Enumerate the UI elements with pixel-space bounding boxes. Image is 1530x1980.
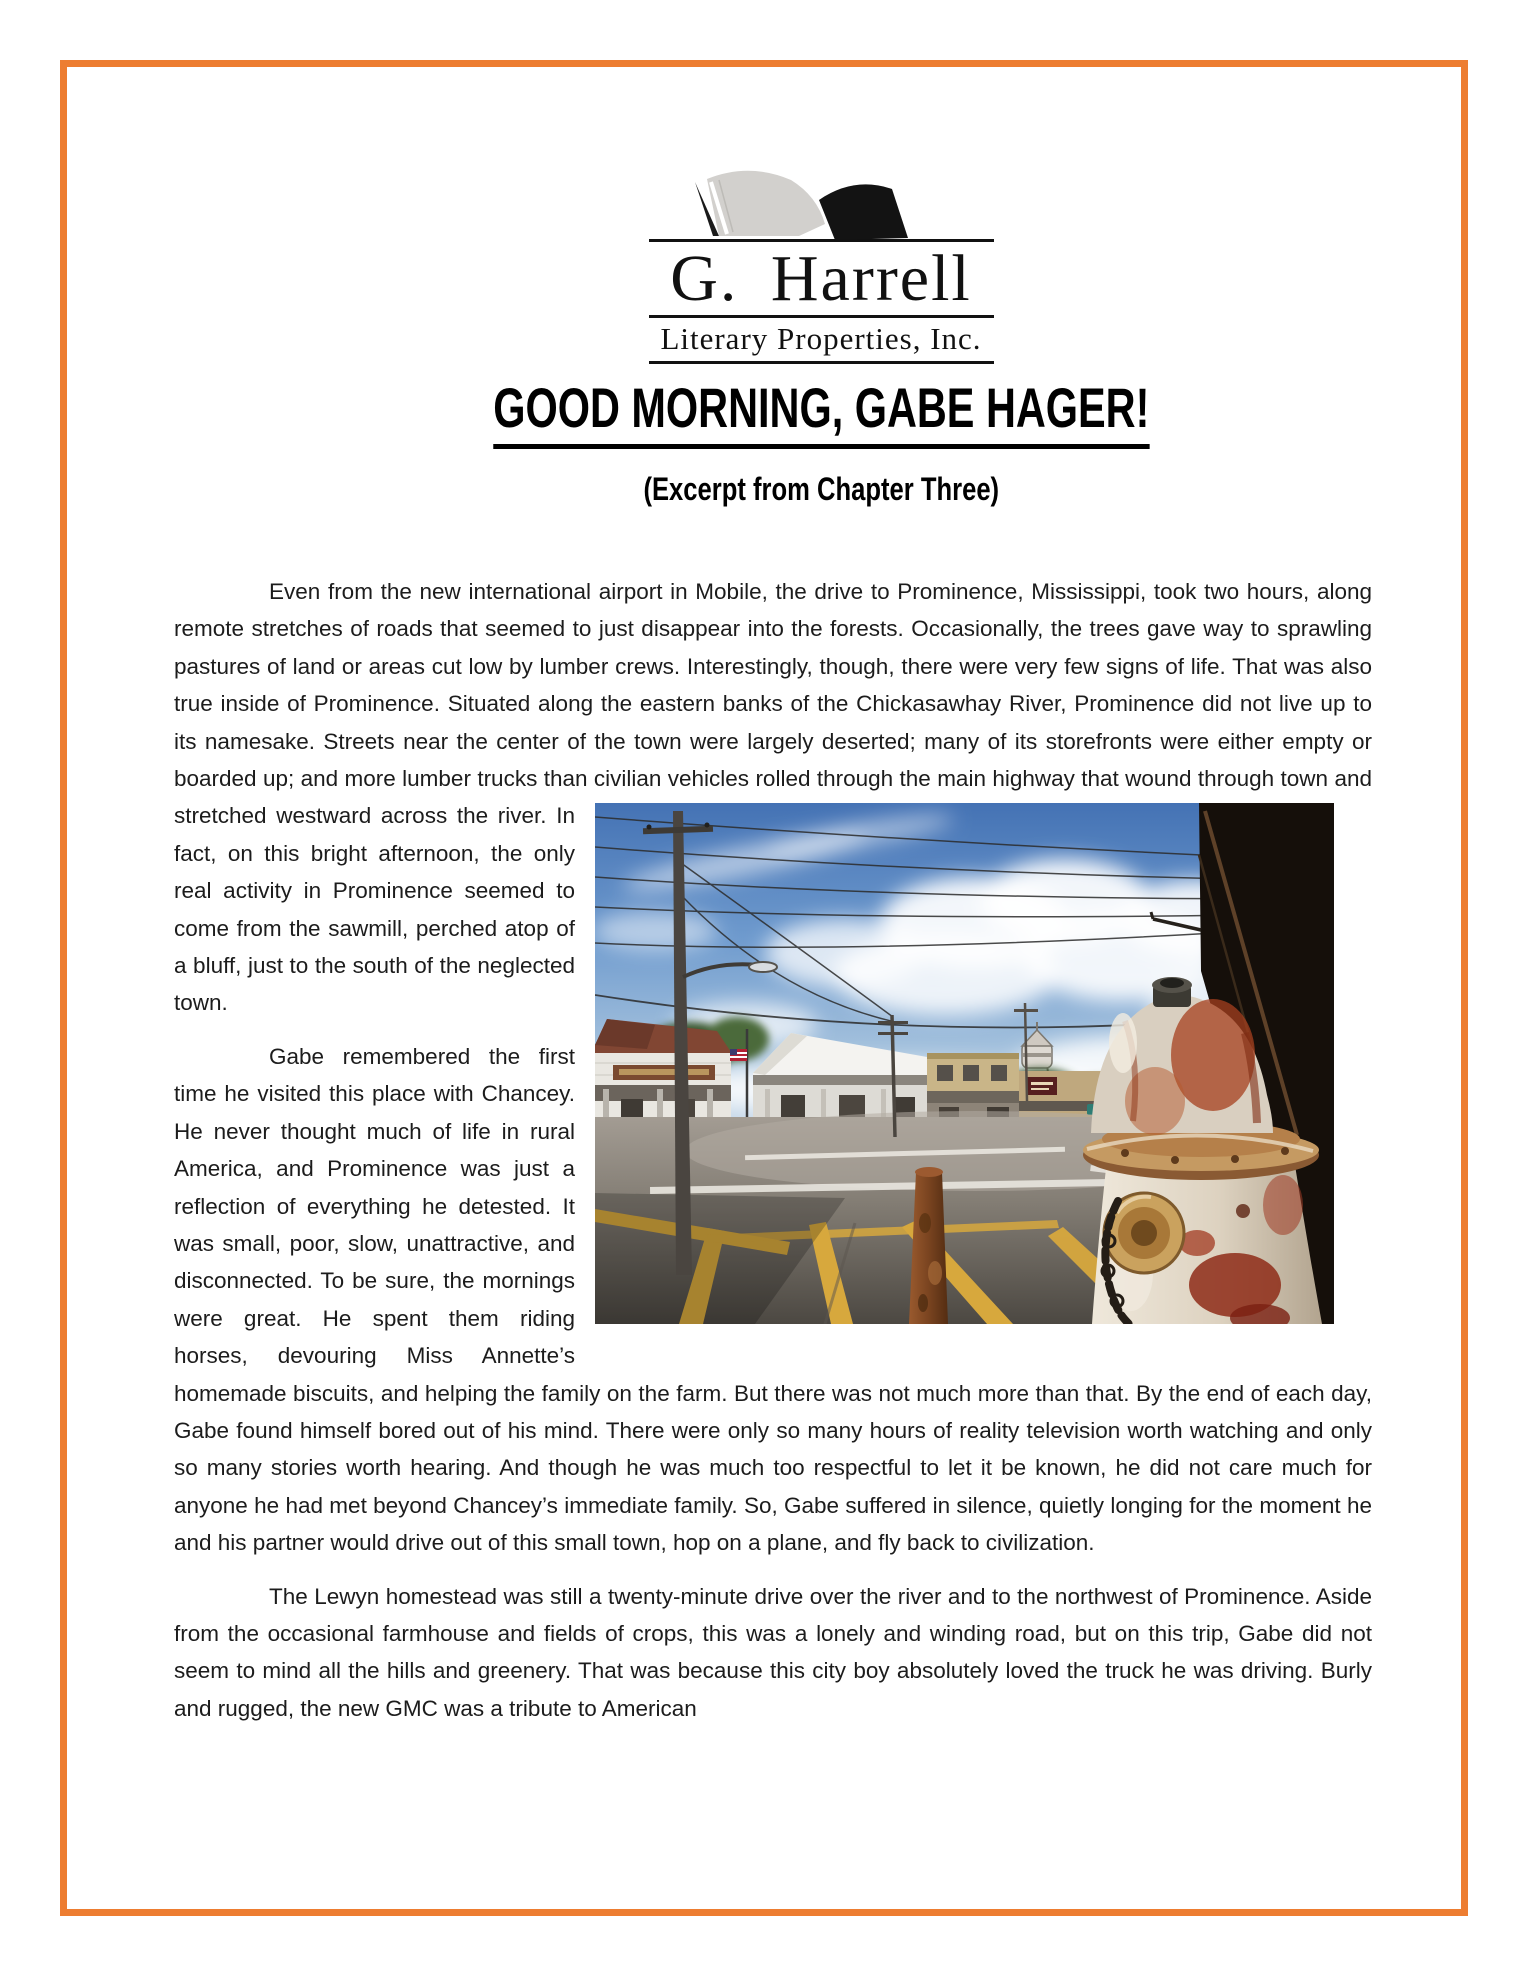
body-text	[174, 573, 1372, 1727]
street-photo-illustration	[595, 803, 1334, 1324]
american-flag-icon	[730, 1049, 747, 1061]
page-content	[174, 170, 1372, 1743]
open-books-icon	[649, 170, 994, 240]
paragraph-1	[174, 573, 1372, 1022]
logo-company-name: G. Harrell	[670, 242, 972, 315]
paragraph-1-text-before-photo: Even from the new international airport in Mobile, the drive to Prominence, Mississippi, took two hours, along remote stretches of roads that seemed to just disappear into the forests. Occasionally, the trees gave way to sprawling pastures of land or areas cut low by lumber crews. Interestingly, though, there were very few signs of life. That was also true inside of Prominence. Situated along the eastern banks of the Chickasawhay River, Prominence did not live up to its namesake. Streets near the center of the town were largely deserted; many of its storefronts were either empty or boarded up; and more lumber trucks than civilian vehicles rolled through the main highway that wound through town and stretched westward	[174, 579, 1372, 829]
logo-company-subtitle: Literary Properties, Inc.	[660, 321, 982, 356]
document-header	[174, 170, 1372, 507]
page-subtitle: (Excerpt from Chapter Three)	[643, 471, 999, 507]
paragraph-1-text-after-photo: across the river. In fact, on this bright afternoon, the only real activity in Prominence seemed to come from the sawmill, perched atop of a bluff, just to the south of the neglected town.	[174, 803, 575, 1016]
paragraph-3: The Lewyn homestead was still a twenty-minute drive over the river and to the northwest of Prominence. Aside from the occasional farmhouse and fields of crops, this was a lonely and winding road, but on this trip, Gabe did not seem to mind all the hills and greenery. That was because this city boy absolutely loved the truck he was driving. Burly and rugged, the new GMC was a tribute to American	[174, 1583, 1372, 1721]
street-photo	[595, 803, 1334, 1324]
company-logo	[649, 170, 994, 364]
page-title: GOOD MORNING, GABE HAGER!	[270, 378, 1372, 449]
logo-divider	[649, 361, 994, 364]
paragraph-2: Gabe remembered the first time he visited this place with Chancey. He never thought much of life in rural America, and Prominence was just a reflection of everything he detested. It was small, poor, slow, unattractive, and disconnected. To be sure, the mornings were great. He spent them riding horses, devouring Miss Annette’s homemade biscuits, and helping the family on the farm. But there was not much more than that. By the end of each day, Gabe found himself bored out of his mind. There were only so many hours of reality television worth watching and only so many stories worth hearing. And though he was much too respectful to let it be known, he did not care much for anyone he had met beyond Chancey’s immediate family. So, Gabe suffered in silence, quietly longing for the moment he and his partner would drive out of this small town, hop on a plane, and fly back to civilization.	[174, 1043, 1372, 1556]
